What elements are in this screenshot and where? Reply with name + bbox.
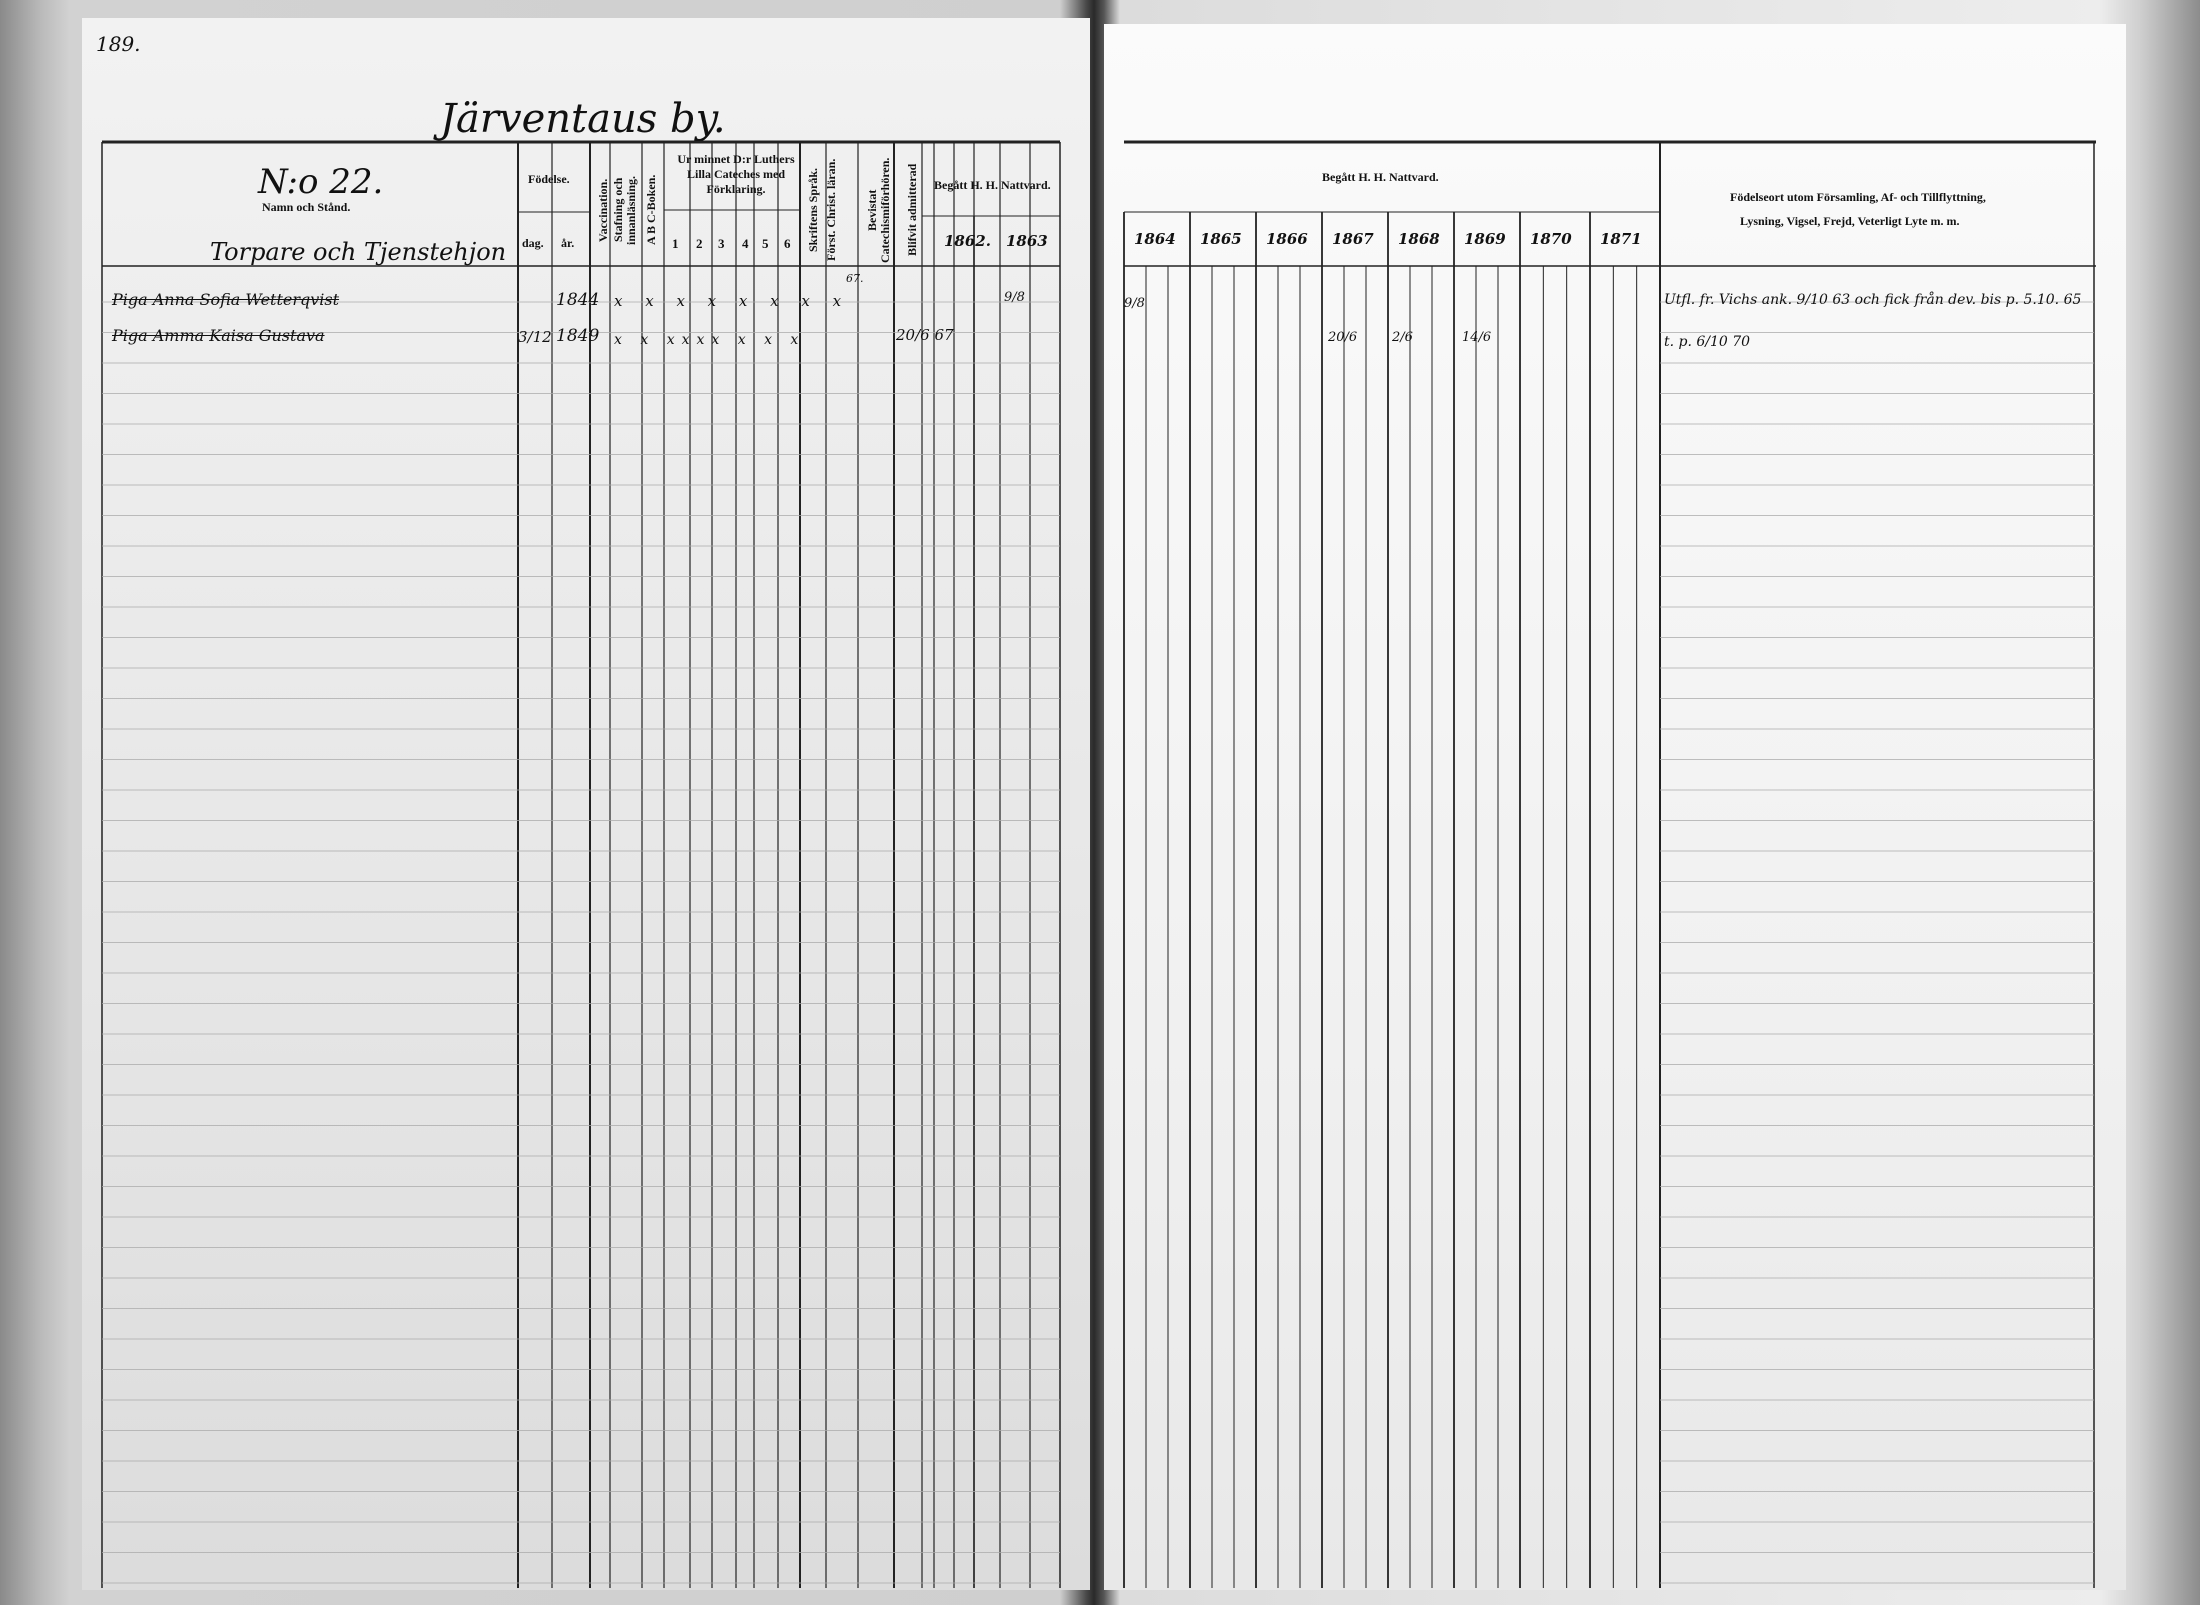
year-1862: 1862. <box>944 232 991 250</box>
year-1867: 1867 <box>1332 230 1374 248</box>
scripture-header: Skriftens Språk. <box>806 167 820 253</box>
christian-doctrine-header: Först. Christ. läran. <box>824 158 838 262</box>
catechism-header: Ur minnet D:r Luthers Lilla Cateches med Förklaring. <box>677 152 795 196</box>
entry-1-name: Piga Anna Sofia Wetterqvist <box>112 290 340 309</box>
village-title: Järventaus by. <box>440 96 726 142</box>
catechism-col-2: 2 <box>696 236 703 251</box>
year-1866: 1866 <box>1266 230 1308 248</box>
left-communion-header: Begått H. H. Nattvard. <box>934 178 1051 192</box>
reading-header: Stafning och innanläsning. <box>611 175 638 245</box>
catechism-col-4: 4 <box>742 236 749 251</box>
entry-2-communion-1868: 2/6 <box>1392 330 1413 345</box>
catechism-col-1: 1 <box>672 236 679 251</box>
entry-1-marks: x x x x x x x x <box>614 292 851 310</box>
right-communion-header: Begått H. H. Nattvard. <box>1322 170 1439 184</box>
entry-2-admitted: 20/6 67 <box>896 326 954 344</box>
year-1870: 1870 <box>1530 230 1572 248</box>
year-1871: 1871 <box>1600 230 1642 248</box>
entry-2-communion-1869: 14/6 <box>1462 330 1492 345</box>
birth-header: Födelse. <box>528 172 570 186</box>
year-1864: 1864 <box>1134 230 1176 248</box>
page-number: 189. <box>96 32 141 56</box>
admitted-header: Blifvit admitterad <box>905 163 919 257</box>
household-label: Torpare och Tjenstehjon <box>210 238 507 266</box>
catechism-col-3: 3 <box>718 236 725 251</box>
entry-1-communion-1864: 9/8 <box>1124 296 1145 311</box>
year-1865: 1865 <box>1200 230 1242 248</box>
year-1868: 1868 <box>1398 230 1440 248</box>
name-header: Namn och Stånd. <box>262 200 351 214</box>
stray-mark: 67. <box>846 272 864 285</box>
year-1869: 1869 <box>1464 230 1506 248</box>
notes-header-line2: Lysning, Vigsel, Frejd, Veterligt Lyte m. m. <box>1740 214 1960 228</box>
vaccination-header: Vaccination. <box>596 178 610 242</box>
entry-2-name: Piga Amma Kaisa Gustava <box>112 326 325 345</box>
year-1863: 1863 <box>1006 232 1048 250</box>
entry-2-year: 1849 <box>556 326 600 346</box>
household-number: N:o 22. <box>258 162 384 202</box>
entry-1-note: Utfl. fr. Vichs ank. 9/10 63 och fick från dev. bis p. 5.10. 65 <box>1664 292 2082 308</box>
catechism-col-6: 6 <box>784 236 791 251</box>
day-header: dag. <box>522 236 544 250</box>
entry-2-marks: x x xxxx x x x <box>614 332 806 348</box>
entry-1-year: 1844 <box>556 290 600 310</box>
catechism-col-5: 5 <box>762 236 769 251</box>
entry-2-communion-1867: 20/6 <box>1328 330 1358 345</box>
notes-header-line1: Födelseort utom Församling, Af- och Tillflyttning, <box>1730 190 1986 204</box>
entry-2-day: 3/12 <box>518 328 552 346</box>
abc-header: A B C-Boken. <box>644 174 658 246</box>
catechism-hearing-header: Bevistat Catechismiförhören. <box>865 157 892 263</box>
year-header: år. <box>561 236 575 250</box>
entry-2-note: t. p. 6/10 70 <box>1664 334 1751 350</box>
entry-1-communion-1863: 9/8 <box>1004 290 1025 305</box>
